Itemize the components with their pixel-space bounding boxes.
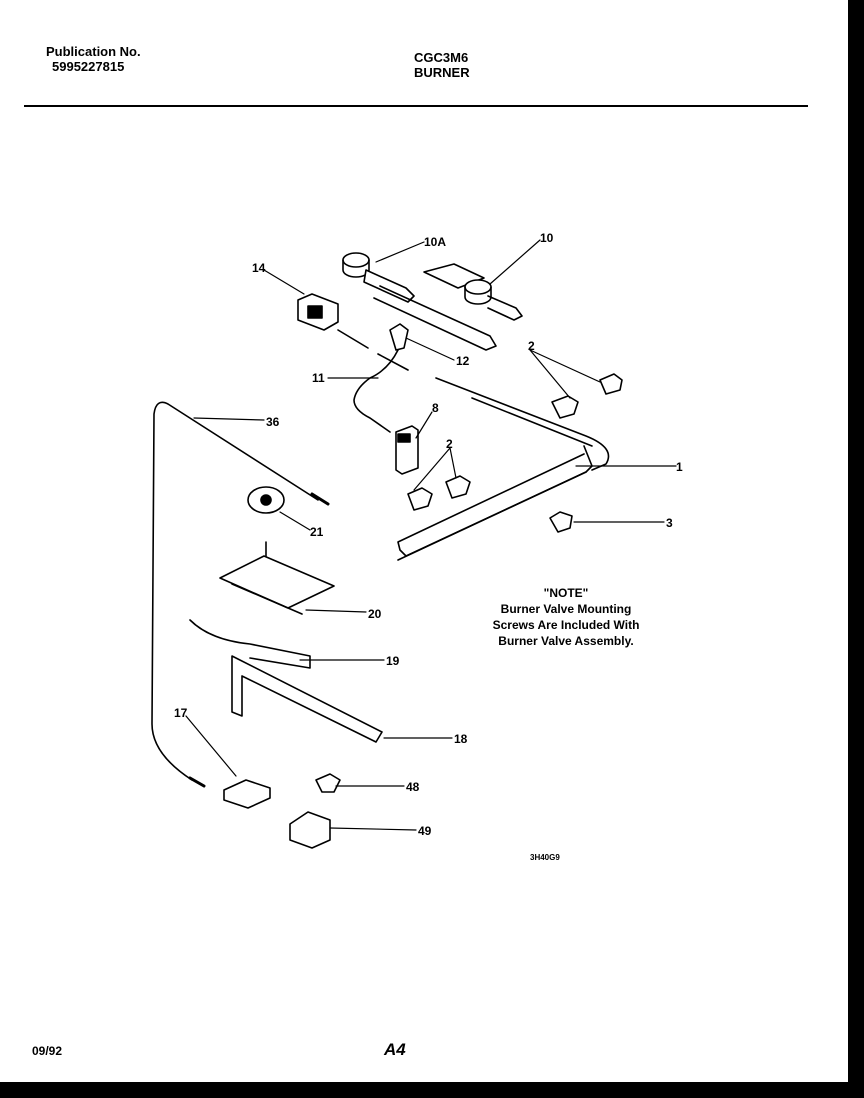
callout-1: 1 [676, 460, 683, 474]
drawing-code: 3H40G9 [530, 853, 560, 862]
callout-20: 20 [368, 607, 382, 621]
orifice-21 [248, 487, 284, 513]
callout-14: 14 [252, 261, 266, 275]
oven-burner-18 [232, 656, 382, 742]
callout-17: 17 [174, 706, 188, 720]
footer-page: A4 [384, 1040, 406, 1059]
igniter-wire-11 [354, 350, 398, 432]
publication-label: Publication No. [46, 44, 141, 59]
callout-21: 21 [310, 525, 324, 539]
callout-18: 18 [454, 732, 468, 746]
note-line-1: Burner Valve Mounting [500, 602, 632, 616]
model-number: CGC3M6 [414, 50, 469, 65]
callout-11: 11 [312, 371, 325, 385]
part-49 [290, 812, 330, 848]
callout-3: 3 [666, 516, 673, 530]
callout-10: 10 [540, 231, 554, 245]
note-line-3: Burner Valve Assembly. [498, 634, 634, 648]
section-title: BURNER [414, 65, 470, 80]
burner-valve-2-lower [408, 476, 470, 510]
burner-valve-2-upper [552, 374, 622, 418]
leader-lines [186, 240, 676, 830]
baffle-20 [220, 542, 334, 614]
top-burner-10 [424, 264, 522, 320]
igniter-bracket-19 [190, 620, 310, 668]
callout-19: 19 [386, 654, 400, 668]
part-3 [550, 512, 572, 532]
callout-48: 48 [406, 780, 420, 794]
callout-2-lower: 2 [446, 437, 453, 451]
publication-number: 5995227815 [52, 59, 125, 74]
footer-date: 09/92 [32, 1044, 63, 1058]
callout-12: 12 [456, 354, 470, 368]
part-17 [224, 780, 270, 808]
callout-36: 36 [266, 415, 280, 429]
note-title: "NOTE" [543, 586, 589, 600]
top-burner-10a [343, 253, 496, 350]
callout-8: 8 [432, 401, 439, 415]
spark-module-8 [396, 426, 418, 474]
note-line-2: Screws Are Included With [492, 618, 640, 632]
callout-2-upper: 2 [528, 339, 535, 353]
mounting-note [476, 585, 656, 649]
igniter-12 [390, 324, 408, 350]
part-48 [316, 774, 340, 792]
callout-49: 49 [418, 824, 432, 838]
callout-10a: 10A [424, 235, 447, 249]
